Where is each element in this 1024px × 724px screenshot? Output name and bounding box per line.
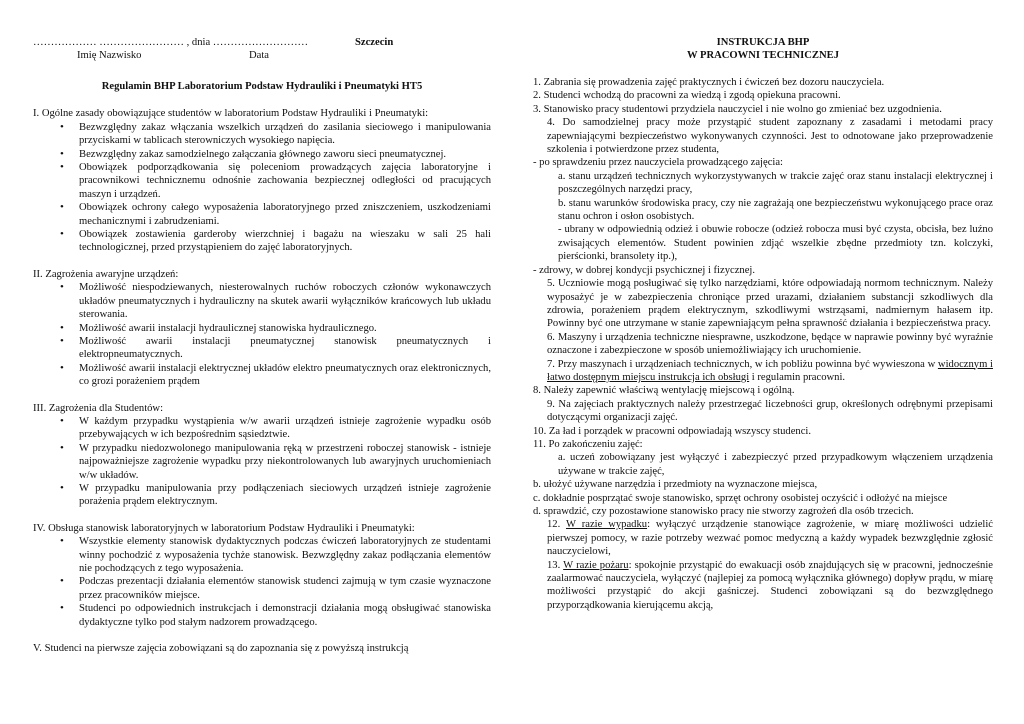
bullet-item: • Możliwość awarii instalacji pneumatycznej stanowisk pneumatycznych i elektropneumatycznych. [33, 335, 491, 362]
section-heading: IV. Obsługa stanowisk laboratoryjnych w laboratorium Podstaw Hydrauliki i Pneumatyki: [33, 522, 415, 534]
bullet-list [33, 121, 491, 255]
section-heading: III. Zagrożenia dla Studentów: [33, 402, 164, 414]
rule-subitem: a. uczeń zobowiązany jest wyłączyć i zabezpieczyć przed przypadkowym włączeniem urządzenia używane w trakcie zajęć, [558, 452, 993, 477]
bullet-list [33, 535, 491, 629]
section-heading: V. Studenci na pierwsze zajęcia zobowiązani są do zapoznania się z powyższą instrukcją [33, 643, 409, 655]
rule-subitem: - zdrowy, w dobrej kondycji psychicznej i fizycznej. [533, 264, 755, 276]
city-label: Szczecin [355, 37, 394, 48]
rule-text: 12. [547, 519, 566, 531]
right-column [533, 36, 993, 612]
rule-item: 2. Studenci wchodzą do pracowni za wiedzą i zgodą opiekuna pracowni. [533, 90, 841, 102]
rule-underlined-text: W razie wypadku [565, 519, 648, 531]
bullet-item: • Możliwość awarii instalacji elektrycznej układów elektro pneumatycznych oraz elektronicznych, co grozi porażeniem prądem [33, 362, 491, 389]
rule-text: : wyłączyć urządzenie stanowiące zagrożenie, w miarę możliwości udzielić pierwszej pomocy, w razie potrzeby wezwać pomoc medyczną a każdy wypadek bezwzględnie zgłosić nauczycielowi, [547, 519, 993, 558]
rule-subitem: d. sprawdzić, czy pozostawione stanowisko pracy nie stworzy zagrożeń dla osób trzecich. [533, 506, 914, 517]
signature-dots: ……………… …………………… , dnia ……………………… [33, 37, 309, 48]
section-heading: II. Zagrożenia awaryjne urządzeń: [33, 268, 179, 280]
bullet-item: • Obowiązek podporządkowania się poleceniom prowadzących zajęcia laboratoryjne i pracownikowi technicznemu odnośnie zachowania bezpiecznej odległości od pracujących maszyn i urządzeń. [33, 161, 491, 201]
bullet-item: • Możliwość awarii instalacji hydraulicznej stanowiska hydraulicznego. [33, 322, 491, 335]
rule-item: 3. Stanowisko pracy studentowi przydziela nauczyciel i nie wolno go zmieniać bez uzgodnienia. [533, 103, 942, 115]
rule-subitem: b. ułożyć używane narzędzia i przedmioty na wyznaczone miejsca, [533, 479, 818, 491]
section-station-operation [33, 522, 491, 629]
left-column [33, 36, 491, 668]
bullet-list [33, 281, 491, 388]
rule-text: 13. [547, 559, 564, 571]
rule-text: i regulamin pracowni. [749, 371, 846, 383]
rule-subitem: b. stanu warunków środowiska pracy, czy nie zagrażają one bezpieczeństwu wykonującego prace oraz stanu ochron i osłon osobistych. [558, 197, 993, 223]
rule-item: 5. Uczniowie mogą posługiwać się tylko narzędziami, które odpowiadają normom technicznym. Należy wyposażyć je w zabezpieczenia chroniące przed urazami, działaniem substancji szkodliwych dla zdrowia, porażeniem prądem elektrycznym, szkodliwymi wstrząsami, nadmiernym hałasem itp. Powinny być one utrzymane w stanie zapewniającym pełna sprawność działania i bezpieczeństwa pracy. [547, 278, 993, 330]
section-first-class [33, 642, 491, 655]
rule-item: 8. Należy zapewnić właściwą wentylację miejscową i ogólną. [533, 385, 795, 397]
section-device-hazards [33, 268, 491, 389]
bullet-item: • Podczas prezentacji działania elementów stanowisk studenci zajmują w tym czasie wyznaczone przez pracowników miejsce. [33, 575, 491, 602]
bullet-item: • Obowiązek zostawienia garderoby wierzchniej i bagażu na wieszaku w sali 25 hali technologicznej, przed przystąpieniem do zajęć laboratoryjnych. [33, 228, 491, 255]
bullet-item: • Możliwość niespodziewanych, niesterowalnych ruchów roboczych członów wykonawczych układów pneumatycznych i hydrauliczny na skutek awarii wyłączników krańcowych lub układu sterowania. [33, 281, 491, 321]
section-general-rules [33, 107, 491, 254]
bullet-item: • Wszystkie elementy stanowisk dydaktycznych podczas ćwiczeń laboratoryjnych ze studentami winny pochodzić z wyposażenia tychże stanowisk. Bezwzględny zakaz podłączania elementów nie pochodzących z tego wyposażenia. [33, 535, 491, 575]
name-caption: Imię Nazwisko [77, 50, 142, 61]
rule-item: 11. Po zakończeniu zajęć: [533, 438, 643, 450]
bullet-item: • Bezwzględny zakaz włączania wszelkich urządzeń do zasilania sieciowego i manipulowania przyciskami w tablicach sterowniczych wysokiego napięcia. [33, 121, 491, 148]
bullet-list [33, 415, 491, 509]
rule-item: 6. Maszyny i urządzenia techniczne niesprawne, uszkodzone, będące w naprawie powinny być wyraźnie oznaczone i zabezpieczone w sposób uniemożliwiający ich uruchomienie. [547, 331, 993, 357]
signature-line [33, 36, 491, 49]
section-heading: I. Ogólne zasady obowiązujące studentów w laboratorium Podstaw Hydrauliki i Pneumatyki: [33, 108, 429, 120]
rule-underlined-text: W razie pożaru [563, 559, 629, 571]
rule-item: 10. Za ład i porządek w pracowni odpowiadają wszyscy studenci. [533, 425, 811, 437]
rule-item-7 [533, 358, 993, 385]
date-caption: Data [249, 50, 269, 61]
rule-item: 4. Do samodzielnej pracy może przystąpić student zapoznany z zasadami i metodami pracy zapewniającymi bezpieczeństwo wykonywanych czynności. Jest to odnotowane jako przeprowadzenie szkolenia i potwierdzone przez studenta, [547, 117, 993, 156]
bullet-item: • W przypadku manipulowania przy podłączeniach sieciowych urządzeń istnieje zagrożenie porażenia prądem elektrycznym. [33, 482, 491, 509]
bullet-item: • Obowiązek ochrony całego wyposażenia laboratoryjnego przed zniszczeniem, uszkodzeniami mechanicznymi i zabrudzeniami. [33, 201, 491, 228]
rule-underlined-text: widocznym i łatwo dostępnym miejscu instrukcja ich obsługi [547, 358, 993, 383]
rule-item: 9. Na zajęciach praktycznych należy przestrzegać liczebności grup, określonych odrębnymi przepisami dotyczącymi organizacji zajęć. [547, 398, 993, 424]
instruction-title-line2: W PRACOWNI TECHNICZNEJ [686, 50, 840, 61]
rule-subitem: c. dokładnie posprzątać swoje stanowisko, sprzęt ochrony osobistej oczyścić i odłożyć na miejsce [533, 492, 948, 504]
rule-item: 1. Zabrania się prowadzenia zajęć praktycznych i ćwiczeń bez dozoru nauczyciela. [533, 77, 885, 88]
rule-item-12 [533, 518, 993, 558]
section-student-hazards [33, 402, 491, 509]
instruction-title [533, 36, 993, 62]
rule-item: - po sprawdzeniu przez nauczyciela prowadzącego zajęcia: [533, 157, 783, 169]
rule-subitem: - ubrany w odpowiednią odzież i obuwie robocze (odzież robocza musi być czysta, obcisła, bez luźno zwisających elementów. Student powinien zdjąć wszelkie zbędne przedmioty tzn. kolczyki, pierścionki, bransolety itp.), [558, 224, 993, 263]
bullet-item: • Studenci po odpowiednich instrukcjach i demonstracji działania mogą obsługiwać stanowiska dydaktyczne tylko pod stałym nadzorem prowadzącego. [33, 602, 491, 629]
rule-item-13 [533, 559, 993, 613]
signature-captions [33, 49, 491, 62]
bullet-item: • W każdym przypadku wystąpienia w/w awarii urządzeń istnieje zagrożenie wypadku osób przebywających w ich bezpośrednim sąsiedztwie. [33, 415, 491, 442]
regulation-title: Regulamin BHP Laboratorium Podstaw Hydrauliki i Pneumatyki HT5 [101, 81, 423, 92]
rule-text: 7. Przy maszynach i urządzeniach technicznych, w ich pobliżu powinna być wywieszona w [547, 358, 938, 370]
bullet-item: • W przypadku niedozwolonego manipulowania ręką w przestrzeni roboczej stanowisk - istnieje najpoważniejsze zagrożenie wypadku przy niekontrolowanych lub awaryjnych uruchomieniach w/w układów. [33, 442, 491, 482]
bullet-item: • Bezwzględny zakaz samodzielnego załączania głównego zaworu sieci pneumatycznej. [33, 148, 491, 161]
rule-subitem: a. stanu urządzeń technicznych wykorzystywanych w trakcie zajęć oraz stanu instalacji elektrycznej i poszczególnych narzędzi pracy, [558, 170, 993, 196]
instruction-title-line1: INSTRUKCJA BHP [716, 37, 810, 48]
rule-text: : spokojnie przystąpić do ewakuacji osób znajdujących się w pracowni, jednocześnie zaalarmować nauczyciela, wyłączyć (najlepiej za pomocą wyłącznika głównego) dopływ prądu, w miarę możliwości przystąpić do akcji gaśniczej. Studenci zobowiązani są do bezwzględnego przyporządkowania kierującemu akcją, [547, 559, 993, 611]
